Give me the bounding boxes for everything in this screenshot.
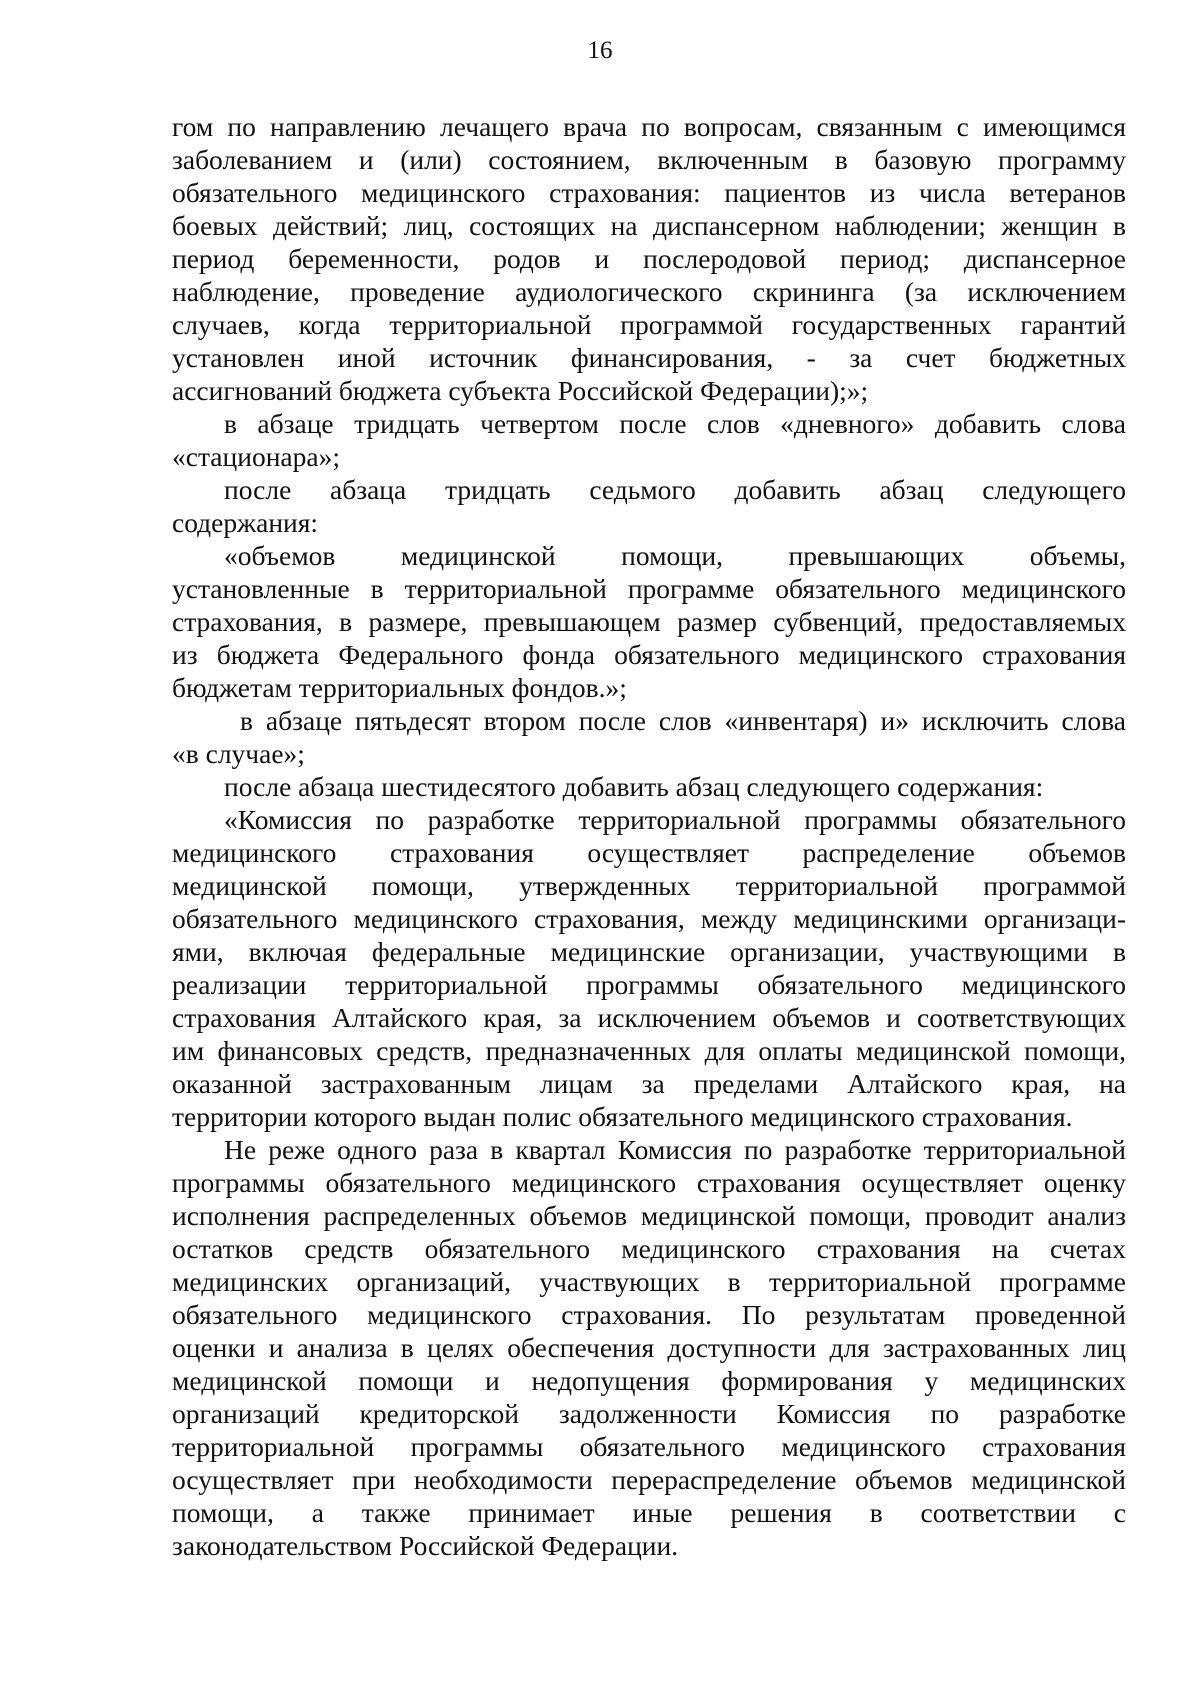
text-line: страхования, в размере, превышающем размер субвенций, предоставляемых: [172, 606, 1126, 637]
text-line: «Комиссия по разработке территориальной программы обязательного: [224, 804, 1126, 835]
text-line: «объемов медицинской помощи, превышающих объемы,: [224, 540, 1126, 571]
text-line: установленные в территориальной программе обязательного медицинского: [172, 573, 1126, 604]
text-line: медицинских организаций, участвующих в территориальной программе: [172, 1266, 1126, 1297]
text-line: в абзаце тридцать четвертом после слов «дневного» добавить слова: [224, 408, 1126, 439]
text-line: из бюджета Федерального фонда обязательного медицинского страхования: [172, 639, 1126, 670]
text-line: «в случае»;: [172, 738, 305, 769]
text-line: ассигнований бюджета субъекта Российской Федерации);»;: [172, 375, 869, 406]
text-line: содержания:: [172, 507, 319, 538]
text-line: бюджетам территориальных фондов.»;: [172, 672, 627, 703]
text-line: Не реже одного раза в квартал Комиссия по разработке территориальной: [224, 1134, 1126, 1165]
text-line: в абзаце пятьдесят втором после слов «инвентаря) и» исключить слова: [240, 705, 1126, 736]
text-line: исполнения распределенных объемов медицинской помощи, проводит анализ: [172, 1200, 1126, 1231]
text-line: обязательного медицинского страхования: пациентов из числа ветеранов: [172, 177, 1126, 208]
text-line: осуществляет при необходимости перераспределение объемов медицинской: [172, 1464, 1126, 1495]
text-line: законодательством Российской Федерации.: [172, 1530, 679, 1561]
text-line: обязательного медицинского страхования. По результатам проведенной: [172, 1299, 1126, 1330]
text-line: оценки и анализа в целях обеспечения доступности для застрахованных лиц: [172, 1332, 1126, 1363]
text-line: заболеванием и (или) состоянием, включенным в базовую программу: [172, 144, 1126, 175]
text-line: установлен иной источник финансирования, - за счет бюджетных: [172, 342, 1126, 373]
text-line: помощи, а также принимает иные решения в соответствии с: [172, 1497, 1126, 1528]
text-line: медицинского страхования осуществляет распределение объемов: [172, 837, 1126, 868]
text-line: случаев, когда территориальной программой государственных гарантий: [172, 309, 1126, 340]
text-line: гом по направлению лечащего врача по вопросам, связанным с имеющимся: [172, 111, 1126, 142]
text-line: наблюдение, проведение аудиологического скрининга (за исключением: [172, 276, 1126, 307]
text-line: оказанной застрахованным лицам за пределами Алтайского края, на: [172, 1068, 1126, 1099]
text-line: «стационара»;: [172, 441, 340, 472]
page-number: 16: [587, 37, 613, 64]
text-line: страхования Алтайского края, за исключением объемов и соответствующих: [172, 1002, 1126, 1033]
document-body: [172, 110, 1126, 1562]
text-line: боевых действий; лиц, состоящих на диспансерном наблюдении; женщин в: [172, 210, 1126, 241]
text-line: программы обязательного медицинского страхования осуществляет оценку: [172, 1167, 1126, 1198]
text-line: медицинской помощи, утвержденных территориальной программой: [172, 870, 1126, 901]
text-line: остатков средств обязательного медицинского страхования на счетах: [172, 1233, 1126, 1264]
text-line: организаций кредиторской задолженности Комиссия по разработке: [172, 1398, 1126, 1429]
text-line: ями, включая федеральные медицинские организации, участвующими в: [172, 936, 1126, 967]
text-line: территориальной программы обязательного медицинского страхования: [172, 1431, 1126, 1462]
text-line: после абзаца шестидесятого добавить абзац следующего содержания:: [224, 771, 1044, 802]
text-line: медицинской помощи и недопущения формирования у медицинских: [172, 1365, 1126, 1396]
text-line: реализации территориальной программы обязательного медицинского: [172, 969, 1126, 1000]
text-line: территории которого выдан полис обязательного медицинского страхования.: [172, 1101, 1073, 1132]
text-line: им финансовых средств, предназначенных для оплаты медицинской помощи,: [172, 1035, 1126, 1066]
text-line: период беременности, родов и послеродовой период; диспансерное: [172, 243, 1126, 274]
text-line: после абзаца тридцать седьмого добавить абзац следующего: [224, 474, 1126, 505]
text-line: обязательного медицинского страхования, между медицинскими организаци-: [172, 903, 1126, 934]
